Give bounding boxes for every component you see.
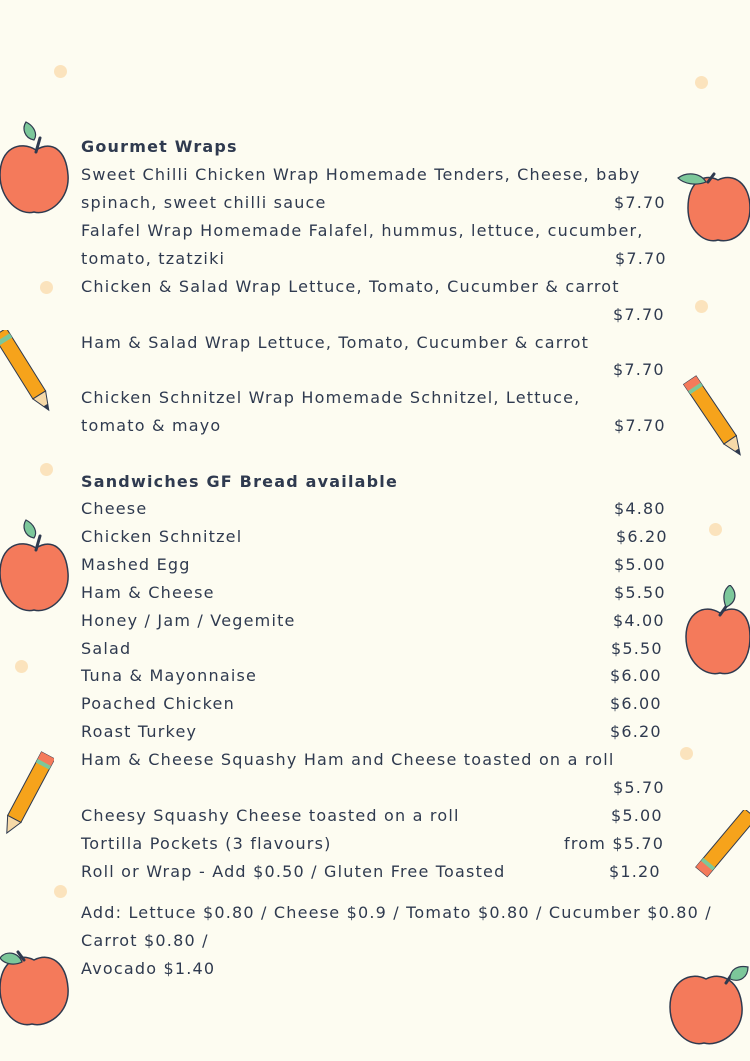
- apple-icon: [0, 518, 72, 618]
- pencil-icon: [682, 370, 750, 466]
- decor-dot: [695, 76, 708, 89]
- pencil-icon: [686, 810, 750, 896]
- menu-item-text: Ham & Salad Wrap Lettuce, Tomato, Cucumber & carrot: [81, 333, 590, 352]
- apple-icon: [0, 948, 72, 1030]
- decor-dot: [40, 281, 53, 294]
- menu-item-price: $7.70: [613, 360, 665, 379]
- menu-item-text: Sweet Chilli Chicken Wrap Homemade Tenders, Cheese, baby: [81, 165, 641, 184]
- menu-item-name: Roll or Wrap - Add $0.50 / Gluten Free Toasted: [81, 862, 506, 881]
- menu-item-price: $6.20: [610, 722, 662, 741]
- menu-item-name: Honey / Jam / Vegemite: [81, 611, 296, 630]
- section-heading-sandwiches: Sandwiches GF Bread available: [81, 472, 399, 491]
- menu-item-name: Cheesy Squashy Cheese toasted on a roll: [81, 806, 460, 825]
- menu-item-text: Falafel Wrap Homemade Falafel, hummus, lettuce, cucumber,: [81, 221, 644, 240]
- menu-item-price: $6.20: [616, 527, 668, 546]
- menu-item-price: from $5.70: [564, 834, 665, 853]
- menu-item-price: $4.80: [614, 499, 666, 518]
- menu-item-name: Chicken Schnitzel: [81, 527, 243, 546]
- menu-item-price: $1.20: [609, 862, 661, 881]
- decor-dot: [54, 885, 67, 898]
- menu-item-name: Salad: [81, 639, 132, 658]
- menu-item-text: spinach, sweet chilli sauce: [81, 193, 327, 212]
- menu-item-name: Mashed Egg: [81, 555, 191, 574]
- menu-item-price: $6.00: [610, 694, 662, 713]
- decor-dot: [40, 463, 53, 476]
- menu-item-name: Tortilla Pockets (3 flavours): [81, 834, 332, 853]
- decor-dot: [15, 660, 28, 673]
- menu-item-price: $4.00: [613, 611, 665, 630]
- decor-dot: [680, 747, 693, 760]
- menu-item-name: Ham & Cheese: [81, 583, 215, 602]
- addons-text: Add: Lettuce $0.80 / Cheese $0.9 / Tomato $0.80 / Cucumber $0.80 /: [81, 903, 712, 922]
- pencil-icon: [0, 748, 54, 840]
- menu-item-price: $6.00: [610, 666, 662, 685]
- menu-item-name: Cheese: [81, 499, 148, 518]
- menu-item-price: $7.70: [613, 305, 665, 324]
- decor-dot: [54, 65, 67, 78]
- addons-text: Avocado $1.40: [81, 959, 216, 978]
- addons-text: Carrot $0.80 /: [81, 931, 209, 950]
- menu-item-price: $5.50: [614, 583, 666, 602]
- apple-icon: [676, 170, 750, 250]
- pencil-icon: [0, 330, 56, 422]
- menu-item-price: $5.00: [614, 555, 666, 574]
- menu-item-name: Ham & Cheese Squashy Ham and Cheese toasted on a roll: [81, 750, 615, 769]
- menu-item-price: $5.50: [611, 639, 663, 658]
- menu-item-price: $7.70: [614, 193, 666, 212]
- menu-item-name: Poached Chicken: [81, 694, 235, 713]
- menu-item-name: Roast Turkey: [81, 722, 198, 741]
- apple-icon: [668, 965, 750, 1049]
- apple-icon: [684, 585, 750, 680]
- menu-item-text: tomato, tzatziki: [81, 249, 226, 268]
- decor-dot: [695, 300, 708, 313]
- menu-item-text: tomato & mayo: [81, 416, 222, 435]
- menu-item-name: Tuna & Mayonnaise: [81, 666, 258, 685]
- menu-item-price: $7.70: [615, 249, 667, 268]
- menu-item-price: $5.00: [611, 806, 663, 825]
- menu-item-price: $7.70: [614, 416, 666, 435]
- menu-item-text: Chicken & Salad Wrap Lettuce, Tomato, Cucumber & carrot: [81, 277, 620, 296]
- decor-dot: [709, 523, 722, 536]
- section-heading-wraps: Gourmet Wraps: [81, 137, 238, 156]
- apple-icon: [0, 120, 72, 220]
- menu-item-price: $5.70: [613, 778, 665, 797]
- menu-item-text: Chicken Schnitzel Wrap Homemade Schnitzel, Lettuce,: [81, 388, 581, 407]
